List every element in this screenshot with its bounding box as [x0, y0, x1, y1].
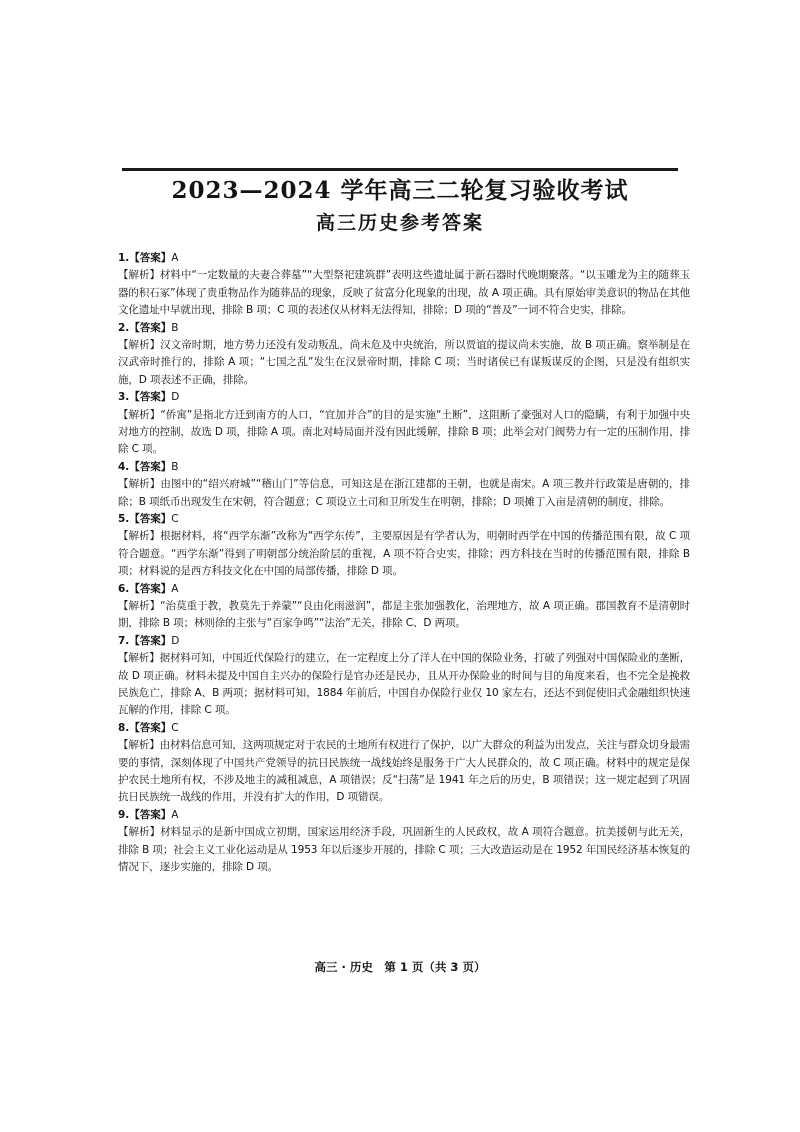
question-item — [118, 581, 690, 633]
answer-value: D — [171, 634, 180, 647]
answer-line — [118, 459, 690, 476]
question-item — [118, 511, 690, 581]
explanation-text: 【解析】由图中的“绍兴府城”“稽山门”等信息，可知这是在浙江建都的王朝，也就是南宋。A 项三教并行政策是唐朝的，排除；B 项纸币出现发生在宋朝，符合题意；C 项设立土司和卫所发生在明朝，排除；D 项摊丁入亩是清朝的制度，排除。 — [118, 478, 690, 508]
question-item — [118, 250, 690, 320]
page-subtitle: 高三历史参考答案 — [315, 212, 484, 234]
answer-value: D — [171, 391, 180, 404]
answer-value: B — [171, 460, 179, 473]
question-number: 7. — [118, 634, 130, 647]
answer-value: C — [171, 513, 179, 526]
answer-value: C — [171, 721, 179, 734]
answer-line — [118, 633, 690, 650]
answer-label: 【答案】 — [129, 321, 172, 334]
answer-label: 【答案】 — [129, 721, 172, 734]
question-item — [118, 720, 690, 807]
answer-line — [118, 320, 690, 337]
answer-label: 【答案】 — [129, 460, 172, 473]
question-number: 8. — [118, 721, 130, 734]
explanation-text: 【解析】材料中“一定数量的夫妻合葬墓”“大型祭祀建筑群”表明这些遗址属于新石器时代晚期聚落。“以玉雕龙为主的随葬玉器的积石冢”体现了贵重物品作为随葬品的现象，反映了贫富分化现象的出现，故 A 项正确。具有原始审美意识的物品在其他文化遗址中早就出现，排除 B 项；C 项的表述仅从材料无法得知，排除；D 项的“普及”一词不符合史实，排除。 — [118, 269, 690, 317]
explanation-text: 【解析】“侨寓”是指北方迁到南方的人口，“宜加并合”的目的是实施“土断”，这阻断了豪强对人口的隐瞒，有利于加强中央对地方的控制，故选 D 项，排除 A 项。南北对峙局面并没有因此缓解，排除 B 项；此举会对门阀势力有一定的压制作用，排除 C 项。 — [118, 408, 690, 456]
answer-list — [118, 250, 690, 876]
explanation-text: 【解析】根据材料，将“西学东渐”改称为“西学东传”，主要原因是有学者认为，明朝时西学在中国的传播范围有限，故 C 项符合题意。“西学东渐”得到了明朝部分统治阶层的重视，A 项不符合史实，排除；西方科技在当时的传播范围有限，排除 B 项；材料说的是西方科技文化在中国的局部传播，排除 D 项。 — [118, 530, 690, 578]
question-number: 3. — [118, 391, 130, 404]
explanation-text: 【解析】“治莫重于教，教莫先于养蒙”“良由化雨滋润”，都是主张加强教化，治理地方，故 A 项正确。郡国教育不是清朝时期，排除 B 项；林则徐的主张与“百家争鸣”“法治”无关，排除 C、D 两项。 — [118, 600, 690, 630]
answer-line — [118, 807, 690, 824]
question-item — [118, 459, 690, 511]
question-number: 2. — [118, 321, 130, 334]
explanation-text: 【解析】据材料可知，中国近代保险行的建立，在一定程度上分了洋人在中国的保险业务，打破了列强对中国保险业的垄断，故 D 项正确。材料未提及中国自主兴办的保险行是官办还是民办，且从开办保险业的时间与目的角度来看，也不完全是挽救民族危亡，排除 A、B 两项；据材料可知，1884 年前后，中国自办保险行业仅 10 家左右，还达不到促使旧式金融组织快速瓦解的作用，排除 C 项。 — [118, 652, 690, 717]
answer-label: 【答案】 — [129, 582, 172, 595]
question-number: 4. — [118, 460, 130, 473]
question-number: 6. — [118, 582, 130, 595]
answer-value: A — [171, 582, 179, 595]
question-number: 1. — [118, 252, 130, 264]
answer-value: A — [171, 808, 179, 821]
answer-value: A — [171, 252, 179, 264]
answer-line — [118, 511, 690, 528]
explanation-text: 【解析】汉文帝时期，地方势力还没有发动叛乱，尚未危及中央统治，所以贾谊的提议尚未实施，故 B 项正确。察举制是在汉武帝时推行的，排除 A 项；“七国之乱”发生在汉景帝时期，排除 C 项；当时诸侯已有谋叛谋反的企图，只是没有组织实施，D 项表述不正确，排除。 — [118, 339, 690, 386]
question-item — [118, 320, 690, 390]
explanation-text: 【解析】由材料信息可知，这两项规定对于农民的土地所有权进行了保护，以广大群众的利益为出发点，关注与群众切身最需要的事情，深刻体现了中国共产党领导的抗日民族统一战线始终是服务于广大人民群众的，故 C 项正确。材料中的规定是保护农民土地所有权，不涉及地主的减租减息，A 项错误；反“扫荡”是 1941 年之后的历史，B 项错误；这一规定起到了巩固抗日民族统一战线的作用，并没有扩大的作用，D 项错误。 — [118, 739, 690, 804]
answer-label: 【答案】 — [129, 391, 172, 404]
header-rule — [122, 168, 678, 171]
question-number: 5. — [118, 513, 130, 526]
question-number: 9. — [118, 808, 130, 821]
answer-label: 【答案】 — [129, 634, 172, 647]
question-item — [118, 633, 690, 720]
page-footer: 高三 · 历史 第 1 页（共 3 页） — [314, 960, 486, 974]
page-title: 2023—2024 学年高三二轮复习验收考试 — [171, 177, 629, 204]
explanation-text: 【解析】材料显示的是新中国成立初期，国家运用经济手段，巩固新生的人民政权，故 A 项符合题意。抗美援朝与此无关，排除 B 项；社会主义工业化运动是从 1953 年以后逐步开展的，排除 C 项；三大改造运动是在 1952 年国民经济基本恢复的情况下，逐步实施的，排除 D 项。 — [118, 826, 690, 874]
answer-line — [118, 250, 690, 267]
question-item — [118, 807, 690, 877]
question-item — [118, 389, 690, 459]
answer-label: 【答案】 — [129, 808, 172, 821]
answer-label: 【答案】 — [129, 513, 172, 526]
answer-value: B — [171, 321, 179, 334]
answer-line — [118, 720, 690, 737]
answer-line — [118, 581, 690, 598]
answer-line — [118, 389, 690, 406]
answer-label: 【答案】 — [129, 252, 172, 264]
